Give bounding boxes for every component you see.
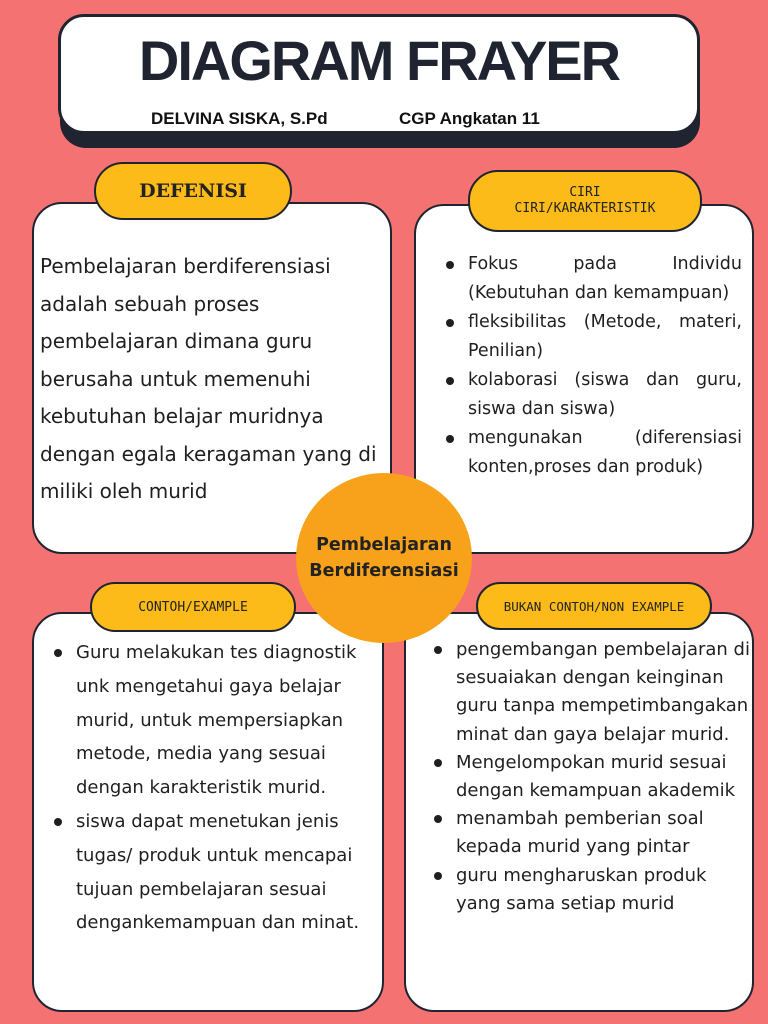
page-title: DIAGRAM FRAYER: [138, 29, 620, 92]
center-concept-line1: Pembelajaran: [316, 535, 452, 555]
examples-label: [90, 582, 296, 632]
examples-label-text: CONTOH/EXAMPLE: [138, 599, 248, 615]
non-examples-label: [476, 582, 712, 630]
list-item: menambah pemberian soal kepada murid yang pintar: [430, 805, 756, 861]
list-item: mengunakan (diferensiasi konten,proses dan produk): [442, 424, 742, 482]
definition-label: [94, 162, 292, 220]
list-item: fleksibilitas (Metode, materi, Penilian): [442, 308, 742, 366]
non-examples-list: [430, 636, 756, 918]
center-concept-line2: Berdiferensiasi: [309, 561, 459, 581]
characteristics-label: [468, 170, 702, 232]
definition-text: Pembelajaran berdiferensiasi adalah sebuah proses pembelajaran dimana guru berusaha untuk memenuhi kebutuhan belajar muridnya dengan egala keragaman yang di miliki oleh murid: [40, 254, 377, 503]
header-banner: [58, 14, 700, 134]
characteristics-list: [442, 250, 742, 482]
non-examples-label-text: BUKAN CONTOH/NON EXAMPLE: [503, 598, 685, 614]
program-name: CGP Angkatan 11: [399, 109, 540, 128]
list-item: guru mengharuskan produk yang sama setiap murid: [430, 862, 756, 918]
center-concept: [296, 473, 472, 643]
definition-label-text: DEFENISI: [139, 180, 247, 202]
characteristics-label-line1: CIRI: [569, 185, 601, 200]
list-item: Guru melakukan tes diagnostik unk mengetahui gaya belajar murid, untuk mempersiapkan metode, media yang sesuai dengan karakteristik murid.: [50, 636, 384, 805]
list-item: pengembangan pembelajaran di sesuaiakan dengan keinginan guru tanpa mempetimbangakan minat dan gaya belajar murid.: [430, 636, 756, 749]
author-name: DELVINA SISKA, S.Pd: [151, 109, 328, 128]
list-item: Fokus pada Individu (Kebutuhan dan kemampuan): [442, 250, 742, 308]
list-item: siswa dapat menetukan jenis tugas/ produk untuk mencapai tujuan pembelajaran sesuai dengankemampuan dan minat.: [50, 805, 384, 940]
list-item: Mengelompokan murid sesuai dengan kemampuan akademik: [430, 749, 756, 805]
characteristics-label-line2: CIRI/KARAKTERISTIK: [514, 201, 656, 216]
examples-list: [50, 636, 384, 940]
list-item: kolaborasi (siswa dan guru, siswa dan siswa): [442, 366, 742, 424]
